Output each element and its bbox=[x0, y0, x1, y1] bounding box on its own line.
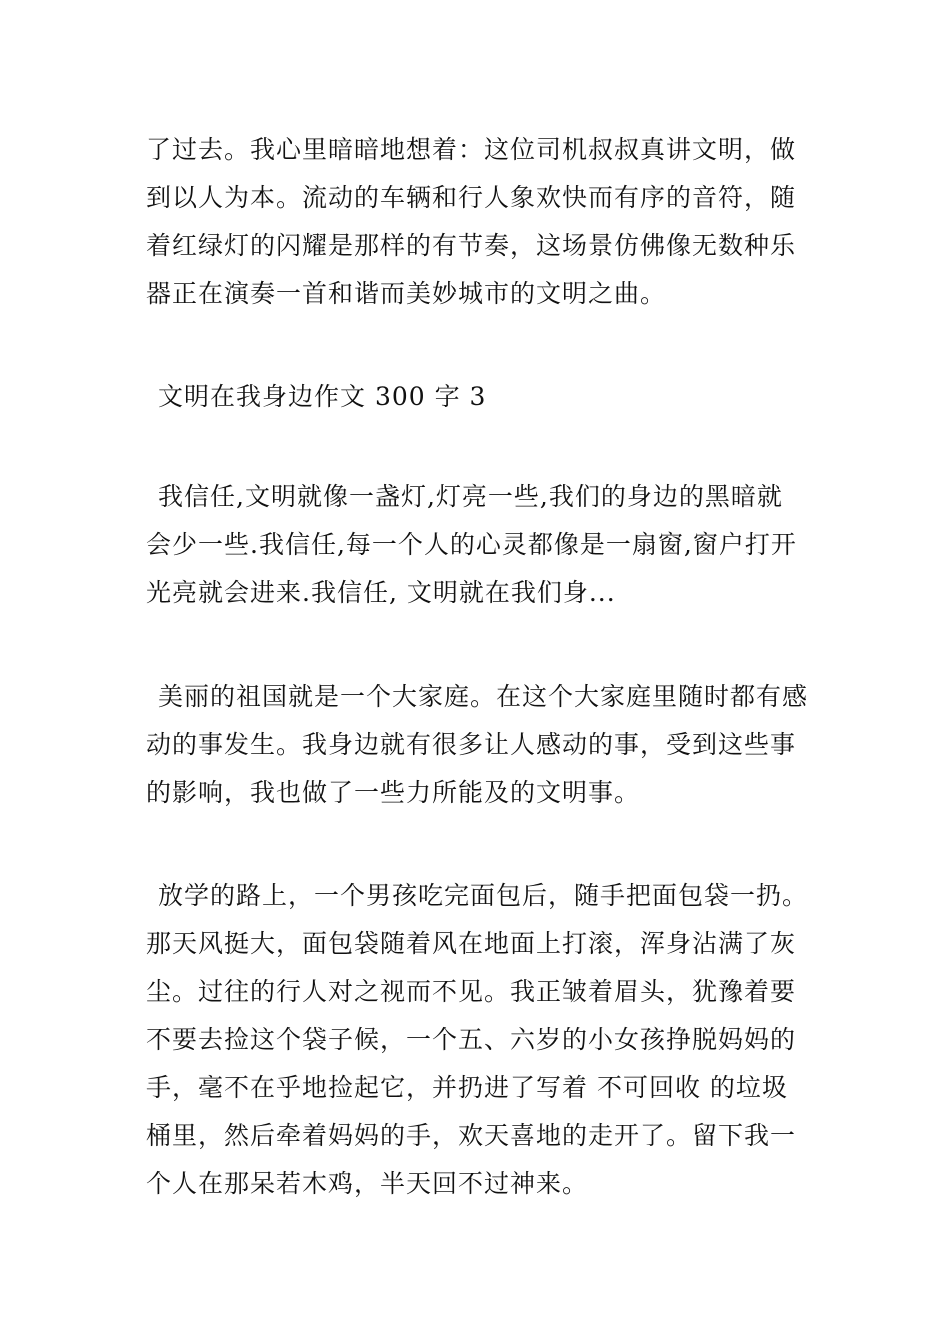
text-line: 美丽的祖国就是一个大家庭。在这个大家庭里随时都有感 bbox=[158, 682, 809, 711]
section-heading bbox=[146, 373, 486, 421]
text-line: 手，毫不在乎地捡起它，并扔进了写着 不可回收 的垃圾 bbox=[146, 1073, 788, 1102]
text-line: 那天风挺大，面包袋随着风在地面上打滚，浑身沾满了灰 bbox=[146, 929, 797, 958]
heading-text: 文明在我身边作文 300 字 3 bbox=[158, 382, 487, 411]
paragraph-trust bbox=[146, 473, 797, 617]
text-line: 不要去捡这个袋子候，一个五、六岁的小女孩挣脱妈妈的 bbox=[146, 1025, 797, 1054]
text-line: 器正在演奏一首和谐而美妙城市的文明之曲。 bbox=[146, 279, 667, 308]
text-line: 到以人为本。流动的车辆和行人象欢快而有序的音符，随 bbox=[146, 183, 797, 212]
text-line: 动的事发生。我身边就有很多让人感动的事，受到这些事 bbox=[146, 730, 797, 759]
text-line: 着红绿灯的闪耀是那样的有节奏，这场景仿佛像无数种乐 bbox=[146, 231, 797, 260]
paragraph-continuation bbox=[146, 126, 796, 318]
text-line: 光亮就会进来.我信任, 文明就在我们身... bbox=[146, 578, 616, 607]
text-line: 了过去。我心里暗暗地想着：这位司机叔叔真讲文明，做 bbox=[146, 135, 797, 164]
text-line: 尘。过往的行人对之视而不见。我正皱着眉头，犹豫着要 bbox=[146, 977, 797, 1006]
text-line: 个人在那呆若木鸡，半天回不过神来。 bbox=[146, 1169, 589, 1198]
text-line: 的影响，我也做了一些力所能及的文明事。 bbox=[146, 778, 641, 807]
text-line: 桶里，然后牵着妈妈的手，欢天喜地的走开了。留下我一 bbox=[146, 1121, 797, 1150]
text-line: 我信任,文明就像一盏灯,灯亮一些,我们的身边的黑暗就 bbox=[158, 482, 783, 511]
text-line: 放学的路上，一个男孩吃完面包后，随手把面包袋一扔。 bbox=[158, 881, 809, 910]
paragraph-family bbox=[146, 673, 808, 817]
text-line: 会少一些.我信任,每一个人的心灵都像是一扇窗,窗户打开 bbox=[146, 530, 797, 559]
paragraph-story bbox=[146, 872, 808, 1208]
